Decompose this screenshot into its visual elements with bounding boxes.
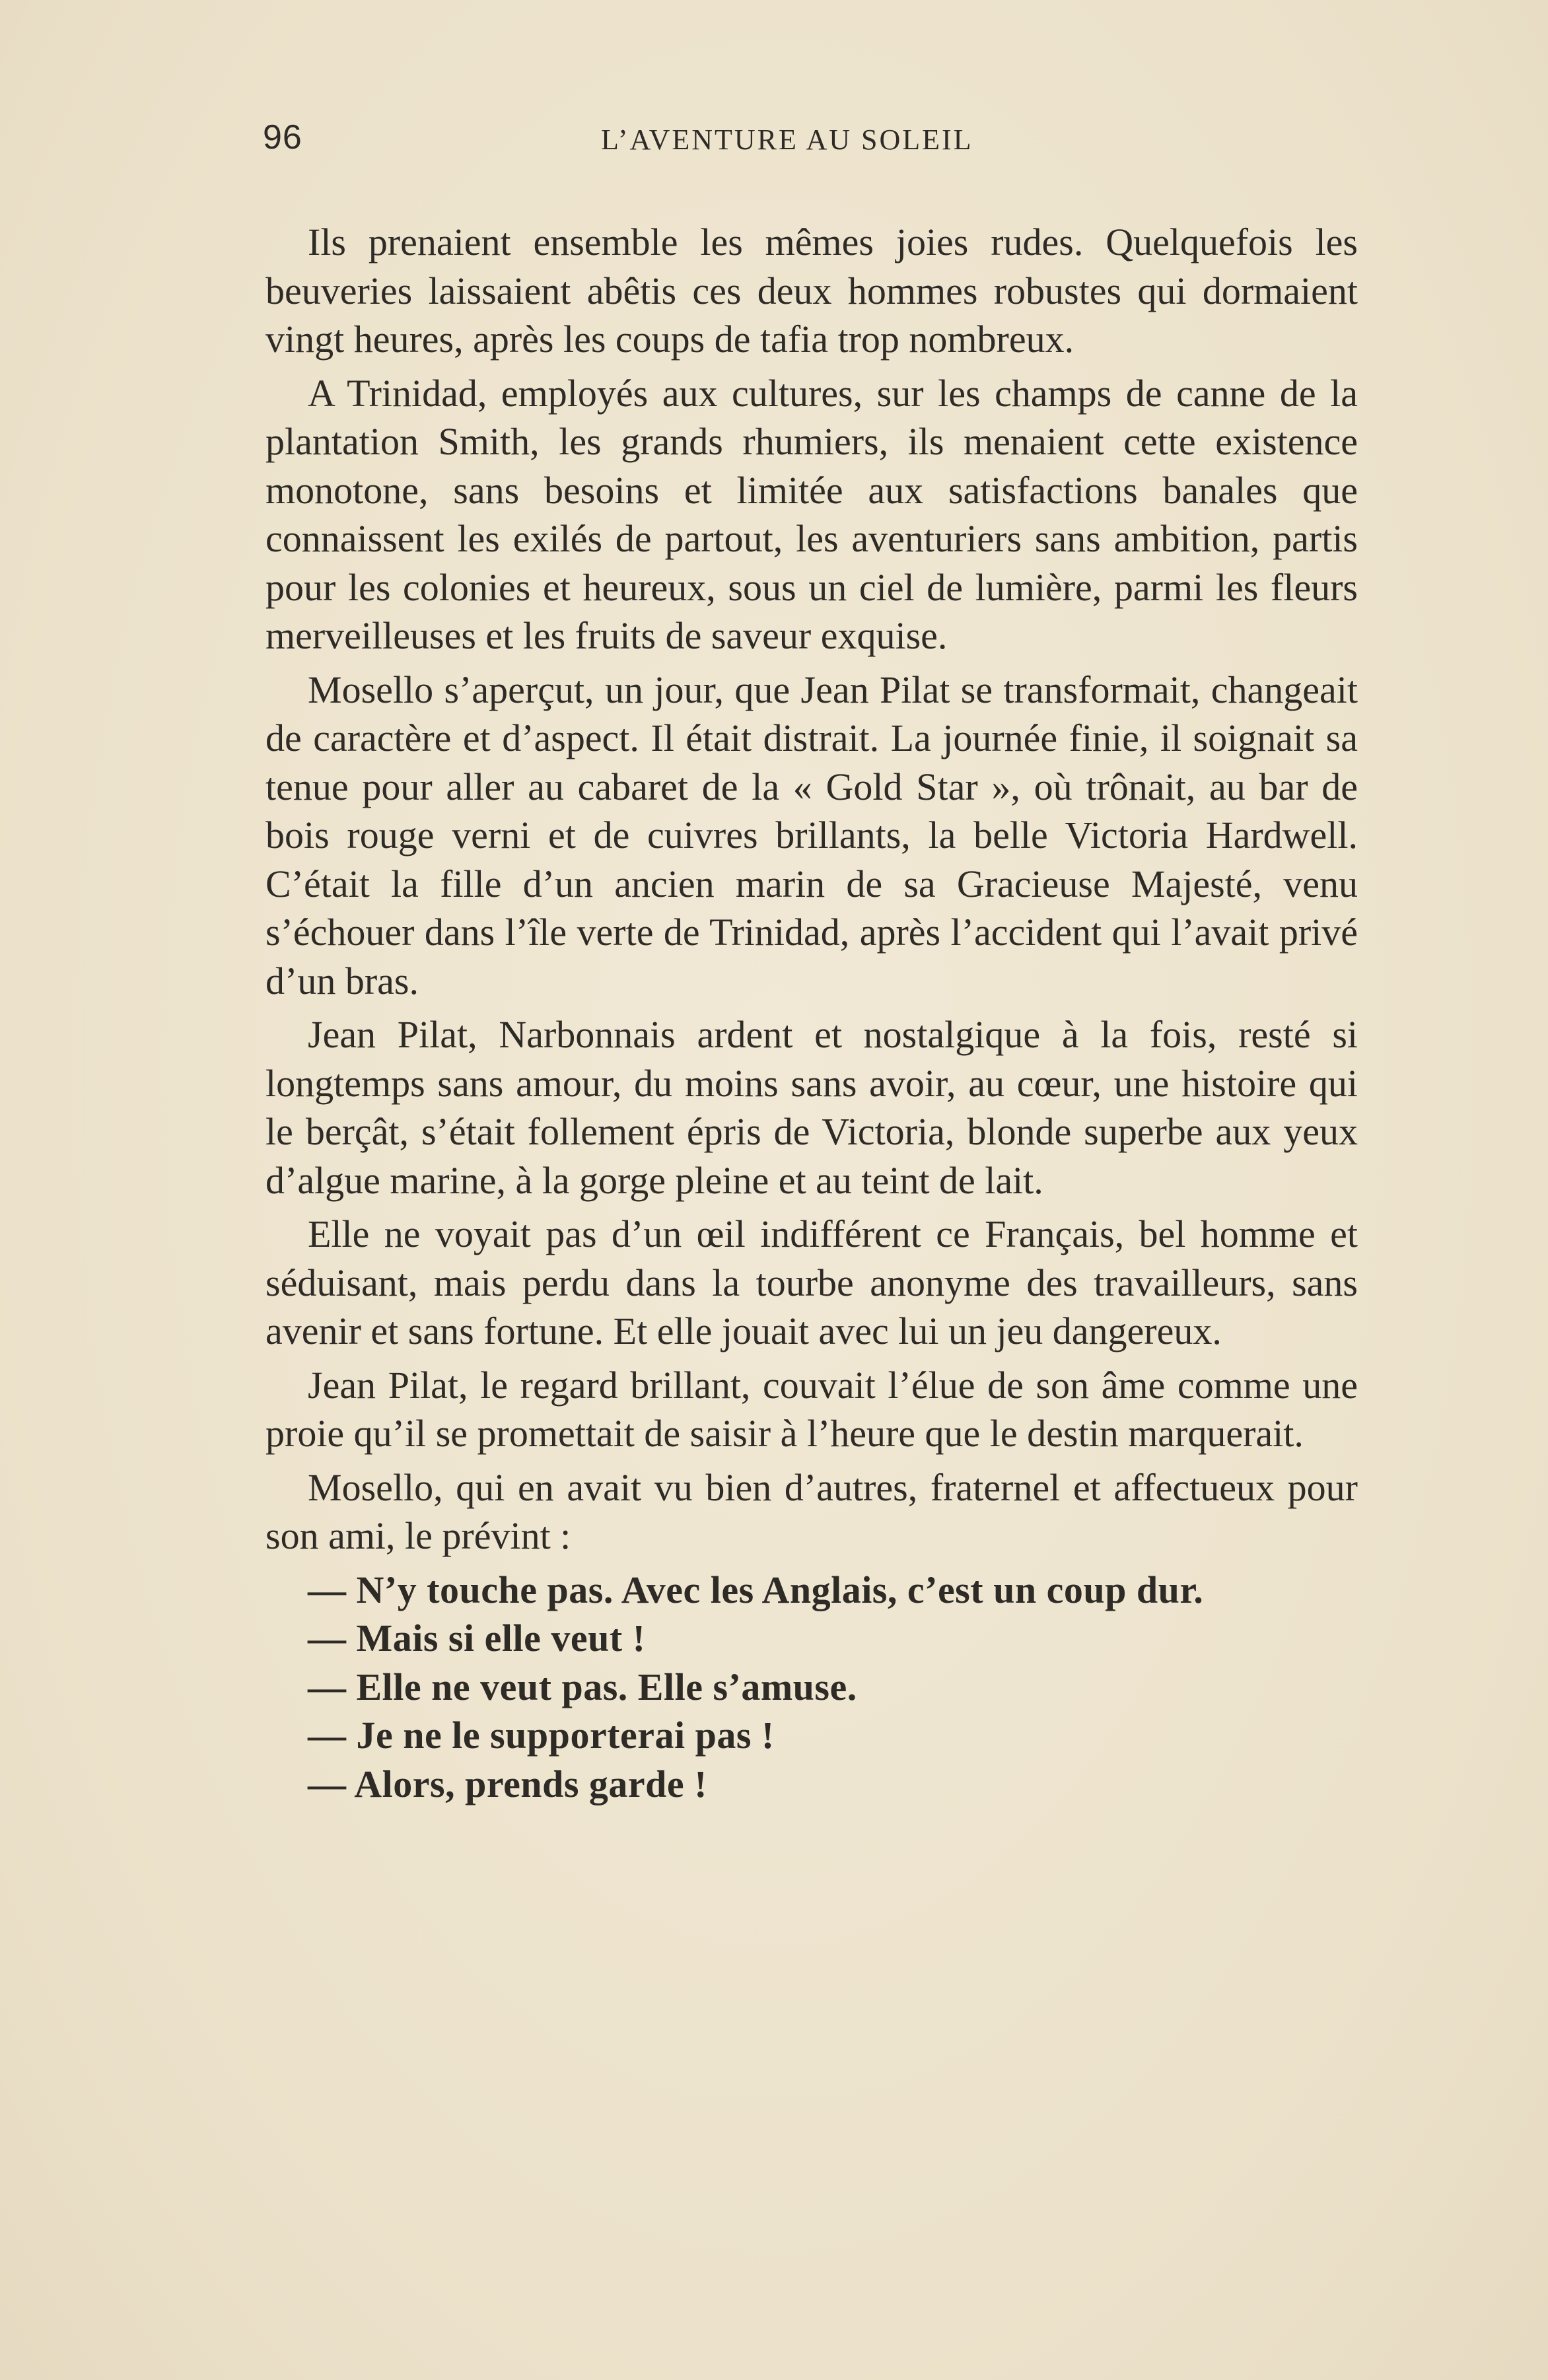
dialogue-line: — Je ne le supporterai pas ! <box>308 1714 775 1757</box>
paragraph: Ils prenaient ensemble les mêmes joies rudes. Quelquefois les beuveries laissaient abêtis ces deux hommes robustes qui dormaient vingt heures, après les coups de tafia trop nombreux. <box>265 221 1358 361</box>
dialogue-line: — Elle ne veut pas. Elle s’amuse. <box>308 1665 857 1708</box>
paragraph: Elle ne voyait pas d’un œil indifférent ce Français, bel homme et séduisant, mais perdu dans la tourbe anonyme des travailleurs, sans avenir et sans fortune. Et elle jouait avec lui un jeu dangereux. <box>265 1212 1358 1352</box>
dialogue-line: — Mais si elle veut ! <box>308 1617 646 1660</box>
body-text <box>265 218 1358 1808</box>
running-title: L’AVENTURE AU SOLEIL <box>601 123 973 156</box>
paragraph: A Trinidad, employés aux cultures, sur les champs de canne de la plantation Smith, les grands rhumiers, ils menaient cette existence monotone, sans besoins et limitée aux satisfactions banales que connaissent les exilés de partout, les aventuriers sans ambition, partis pour les colonies et heureux, sous un ciel de lumière, parmi les fleurs merveilleuses et les fruits de saveur exquise. <box>265 371 1358 657</box>
page-number: 96 <box>263 118 302 157</box>
dialogue-line: — N’y touche pas. Avec les Anglais, c’est un coup dur. <box>308 1568 1204 1611</box>
page-header <box>263 118 1359 170</box>
paragraph: Mosello s’aperçut, un jour, que Jean Pilat se transformait, changeait de caractère et d’aspect. Il était distrait. La journée finie, il soignait sa tenue pour aller au cabaret de la « Gold Star », où trônait, au bar de bois rouge verni et de cuivres brillants, la belle Victoria Hardwell. C’était la fille d’un ancien marin de sa Gracieuse Majesté, venu s’échouer dans l’île verte de Trinidad, après l’accident qui l’avait privé d’un bras. <box>265 668 1358 1002</box>
paragraph: Jean Pilat, le regard brillant, couvait l’élue de son âme comme une proie qu’il se promettait de saisir à l’heure que le destin marquerait. <box>265 1363 1358 1455</box>
dialogue-line: — Alors, prends garde ! <box>308 1762 707 1805</box>
paragraph: Jean Pilat, Narbonnais ardent et nostalgique à la fois, resté si longtemps sans amour, du moins sans avoir, au cœur, une histoire qui le berçât, s’était follement épris de Victoria, blonde superbe aux yeux d’algue marine, à la gorge pleine et au teint de lait. <box>265 1013 1358 1202</box>
paragraph: Mosello, qui en avait vu bien d’autres, fraternel et affectueux pour son ami, le prévint : <box>265 1465 1358 1557</box>
